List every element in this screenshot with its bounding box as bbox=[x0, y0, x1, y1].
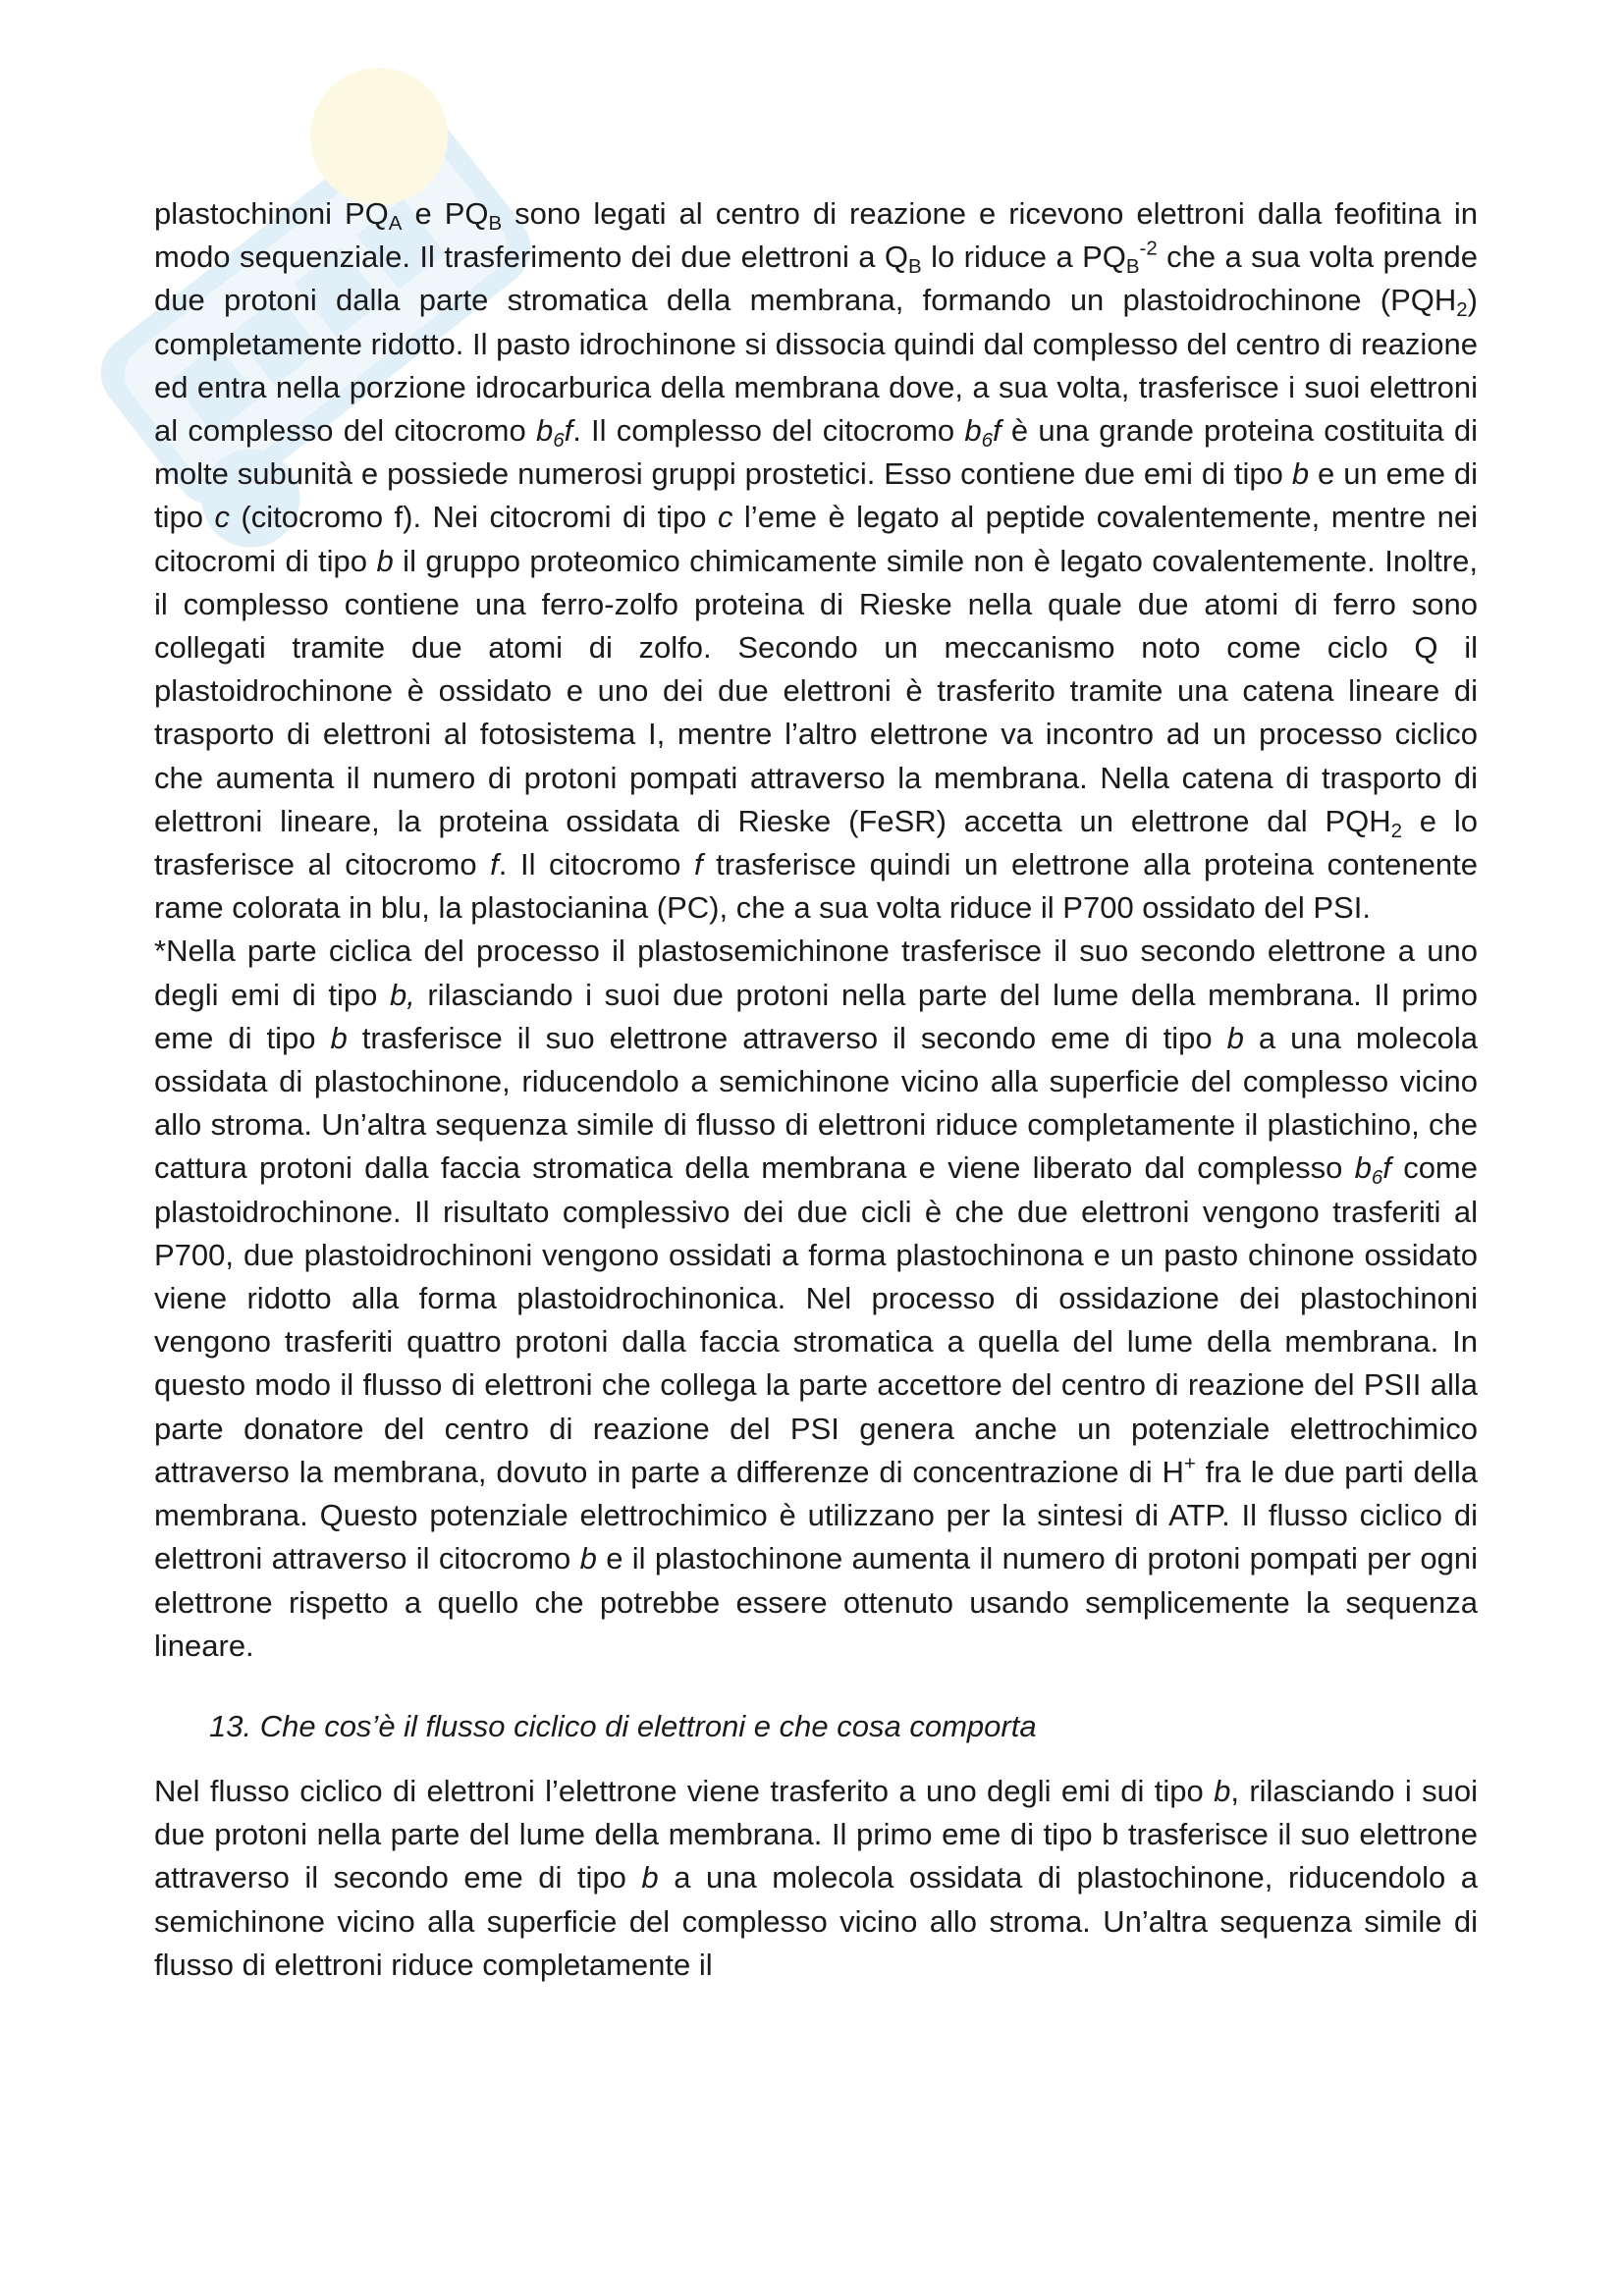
text: e il plastochinone aumenta il numero di protoni pompati per ogni elettrone rispetto a quello che potrebbe essere ottenuto usando semplicemente la sequenza lineare. bbox=[154, 1541, 1478, 1663]
italic-text: b bbox=[376, 543, 394, 578]
subscript: 2 bbox=[1390, 819, 1402, 842]
document-body bbox=[154, 192, 1478, 1987]
italic-text: b bbox=[1214, 1773, 1231, 1808]
text: a una molecola ossidata di plastochinone, riducendolo a semichinone vicino alla superficie del complesso vicino allo stroma. Un’altra sequenza simile di flusso di elettroni riduce completamente il plastichino, che cattura protoni dalla faccia stromatica della membrana e viene liberato dal complesso bbox=[154, 1020, 1478, 1186]
text: . Il complesso del citocromo bbox=[572, 413, 965, 449]
subscript: A bbox=[388, 212, 403, 236]
text: sono legati al centro di reazione e ricevono elettroni dalla feofitina in modo sequenziale. Il trasferimento dei due elettroni a Q bbox=[154, 196, 1478, 275]
text: che a sua volta prende due protoni dalla parte stromatica della membrana, formando un plastoidrochinone (PQH bbox=[154, 240, 1478, 318]
italic-text: f bbox=[993, 413, 1001, 449]
italic-text: b bbox=[1226, 1020, 1244, 1055]
text: trasferisce il suo elettrone attraverso il secondo eme di tipo bbox=[347, 1020, 1227, 1055]
italic-text: b bbox=[1291, 456, 1310, 492]
text: come plastoidrochinone. Il risultato complessivo dei due cicli è che due elettroni vengono trasferiti al P700, due plastoidrochinoni vengono ossidati a forma plastochinona e un pasto chinone ossidato viene ridotto alla forma plastoidrochinonica. Nel processo di ossidazione dei plastochinoni vengono trasferiti quattro protoni dalla faccia stromatica a quella del lume della membrana. In questo modo il flusso di elettroni che collega la parte accettore del centro di reazione del PSII alla parte donatore del centro di reazione del PSI genera anche un potenziale elettrochimico attraverso la membrana, dovuto in parte a differenze di concentrazione di H bbox=[154, 1150, 1478, 1489]
italic-text: b, bbox=[389, 977, 415, 1012]
text: Nel flusso ciclico di elettroni l’elettrone viene trasferito a uno degli emi di tipo bbox=[154, 1773, 1215, 1808]
italic-text: b bbox=[330, 1020, 348, 1055]
text: il gruppo proteomico chimicamente simile non è legato covalentemente. Inoltre, il complesso contiene una ferro-zolfo proteina di Rieske nella quale due atomi di ferro sono collegati tramite due atomi di zolfo. Secondo un meccanismo noto come ciclo Q il plastoidrochinone è ossidato e uno dei due elettroni è trasferito tramite una catena lineare di trasporto di elettroni al fotosistema I, mentre l’altro elettrone va incontro ad un processo ciclico che aumenta il numero di protoni pompati attraverso la membrana. Nella catena di trasporto di elettroni lineare, la proteina ossidata di Rieske (FeSR) accetta un elettrone dal PQH bbox=[154, 543, 1479, 838]
italic-text: b bbox=[964, 413, 982, 449]
text: , rilasciando i suoi due protoni nella parte del lume della membrana. Il primo eme di tipo b trasferisce il suo elettrone attraverso il secondo eme di tipo bbox=[154, 1773, 1479, 1896]
italic-text: f bbox=[490, 847, 499, 882]
text: fra le due parti della membrana. Questo potenziale elettrochimico è utilizzano per la sintesi di ATP. Il flusso ciclico di elettroni attraverso il citocromo bbox=[154, 1454, 1478, 1576]
text: e un eme di tipo bbox=[154, 456, 1479, 535]
paragraph-cytochrome bbox=[154, 192, 1478, 930]
subscript: 6 bbox=[1371, 1166, 1383, 1190]
subscript: B bbox=[1125, 255, 1140, 279]
italic-text: f bbox=[564, 413, 573, 449]
text: è una grande proteina costituita di molte subunità e possiede numerosi gruppi prostetici. Esso contiene due emi di tipo bbox=[154, 413, 1478, 492]
subscript: 6 bbox=[981, 429, 994, 453]
paragraph-answer bbox=[154, 1770, 1478, 1987]
italic-text: c bbox=[717, 500, 733, 535]
italic-text: c bbox=[214, 500, 230, 535]
text: lo riduce a PQ bbox=[921, 240, 1126, 275]
subscript: B bbox=[908, 255, 922, 279]
text: trasferisce quindi un elettrone alla proteina contenente rame colorata in blu, la plastocianina (PC), che a sua volta riduce il P700 ossidato del PSI. bbox=[154, 847, 1478, 926]
italic-text: b bbox=[579, 1541, 597, 1576]
text: plastochinoni PQ bbox=[154, 196, 389, 231]
italic-text: b bbox=[641, 1860, 659, 1896]
text: l’eme è legato al peptide covalentemente, mentre nei citocromi di tipo bbox=[154, 500, 1478, 578]
text: *Nella parte ciclica del processo il plastosemichinone trasferisce il suo secondo elettrone a uno degli emi di tipo bbox=[154, 934, 1478, 1012]
superscript: -2 bbox=[1139, 237, 1158, 260]
text: ) completamente ridotto. Il pasto idrochinone si dissocia quindi dal complesso del centro di reazione ed entra nella porzione idrocarburica della membrana dove, a sua volta, trasferisce i suoi elettroni al complesso del citocromo bbox=[154, 283, 1478, 449]
text: e lo trasferisce al citocromo bbox=[154, 803, 1478, 882]
text: (citocromo f). Nei citocromi di tipo bbox=[229, 500, 718, 535]
text: a una molecola ossidata di plastochinone, riducendolo a semichinone vicino alla superficie del complesso vicino allo stroma. Un’altra sequenza simile di flusso di elettroni riduce completamente il bbox=[154, 1860, 1478, 1982]
paragraph-cyclic-process bbox=[154, 930, 1478, 1667]
text: rilasciando i suoi due protoni nella parte del lume della membrana. Il primo eme di tipo bbox=[154, 977, 1478, 1055]
italic-text: b bbox=[1354, 1150, 1372, 1186]
text: e PQ bbox=[402, 196, 489, 231]
subscript: 6 bbox=[553, 429, 565, 453]
italic-text: f bbox=[693, 847, 703, 882]
italic-text: f bbox=[1382, 1150, 1391, 1186]
subscript: 2 bbox=[1456, 298, 1468, 322]
superscript: + bbox=[1183, 1452, 1196, 1475]
italic-text: b bbox=[535, 413, 554, 449]
question-heading: 13. Che cos’è il flusso ciclico di elettroni e che cosa comporta bbox=[209, 1708, 1037, 1743]
text: . Il citocromo bbox=[498, 847, 694, 882]
subscript: B bbox=[488, 212, 503, 236]
